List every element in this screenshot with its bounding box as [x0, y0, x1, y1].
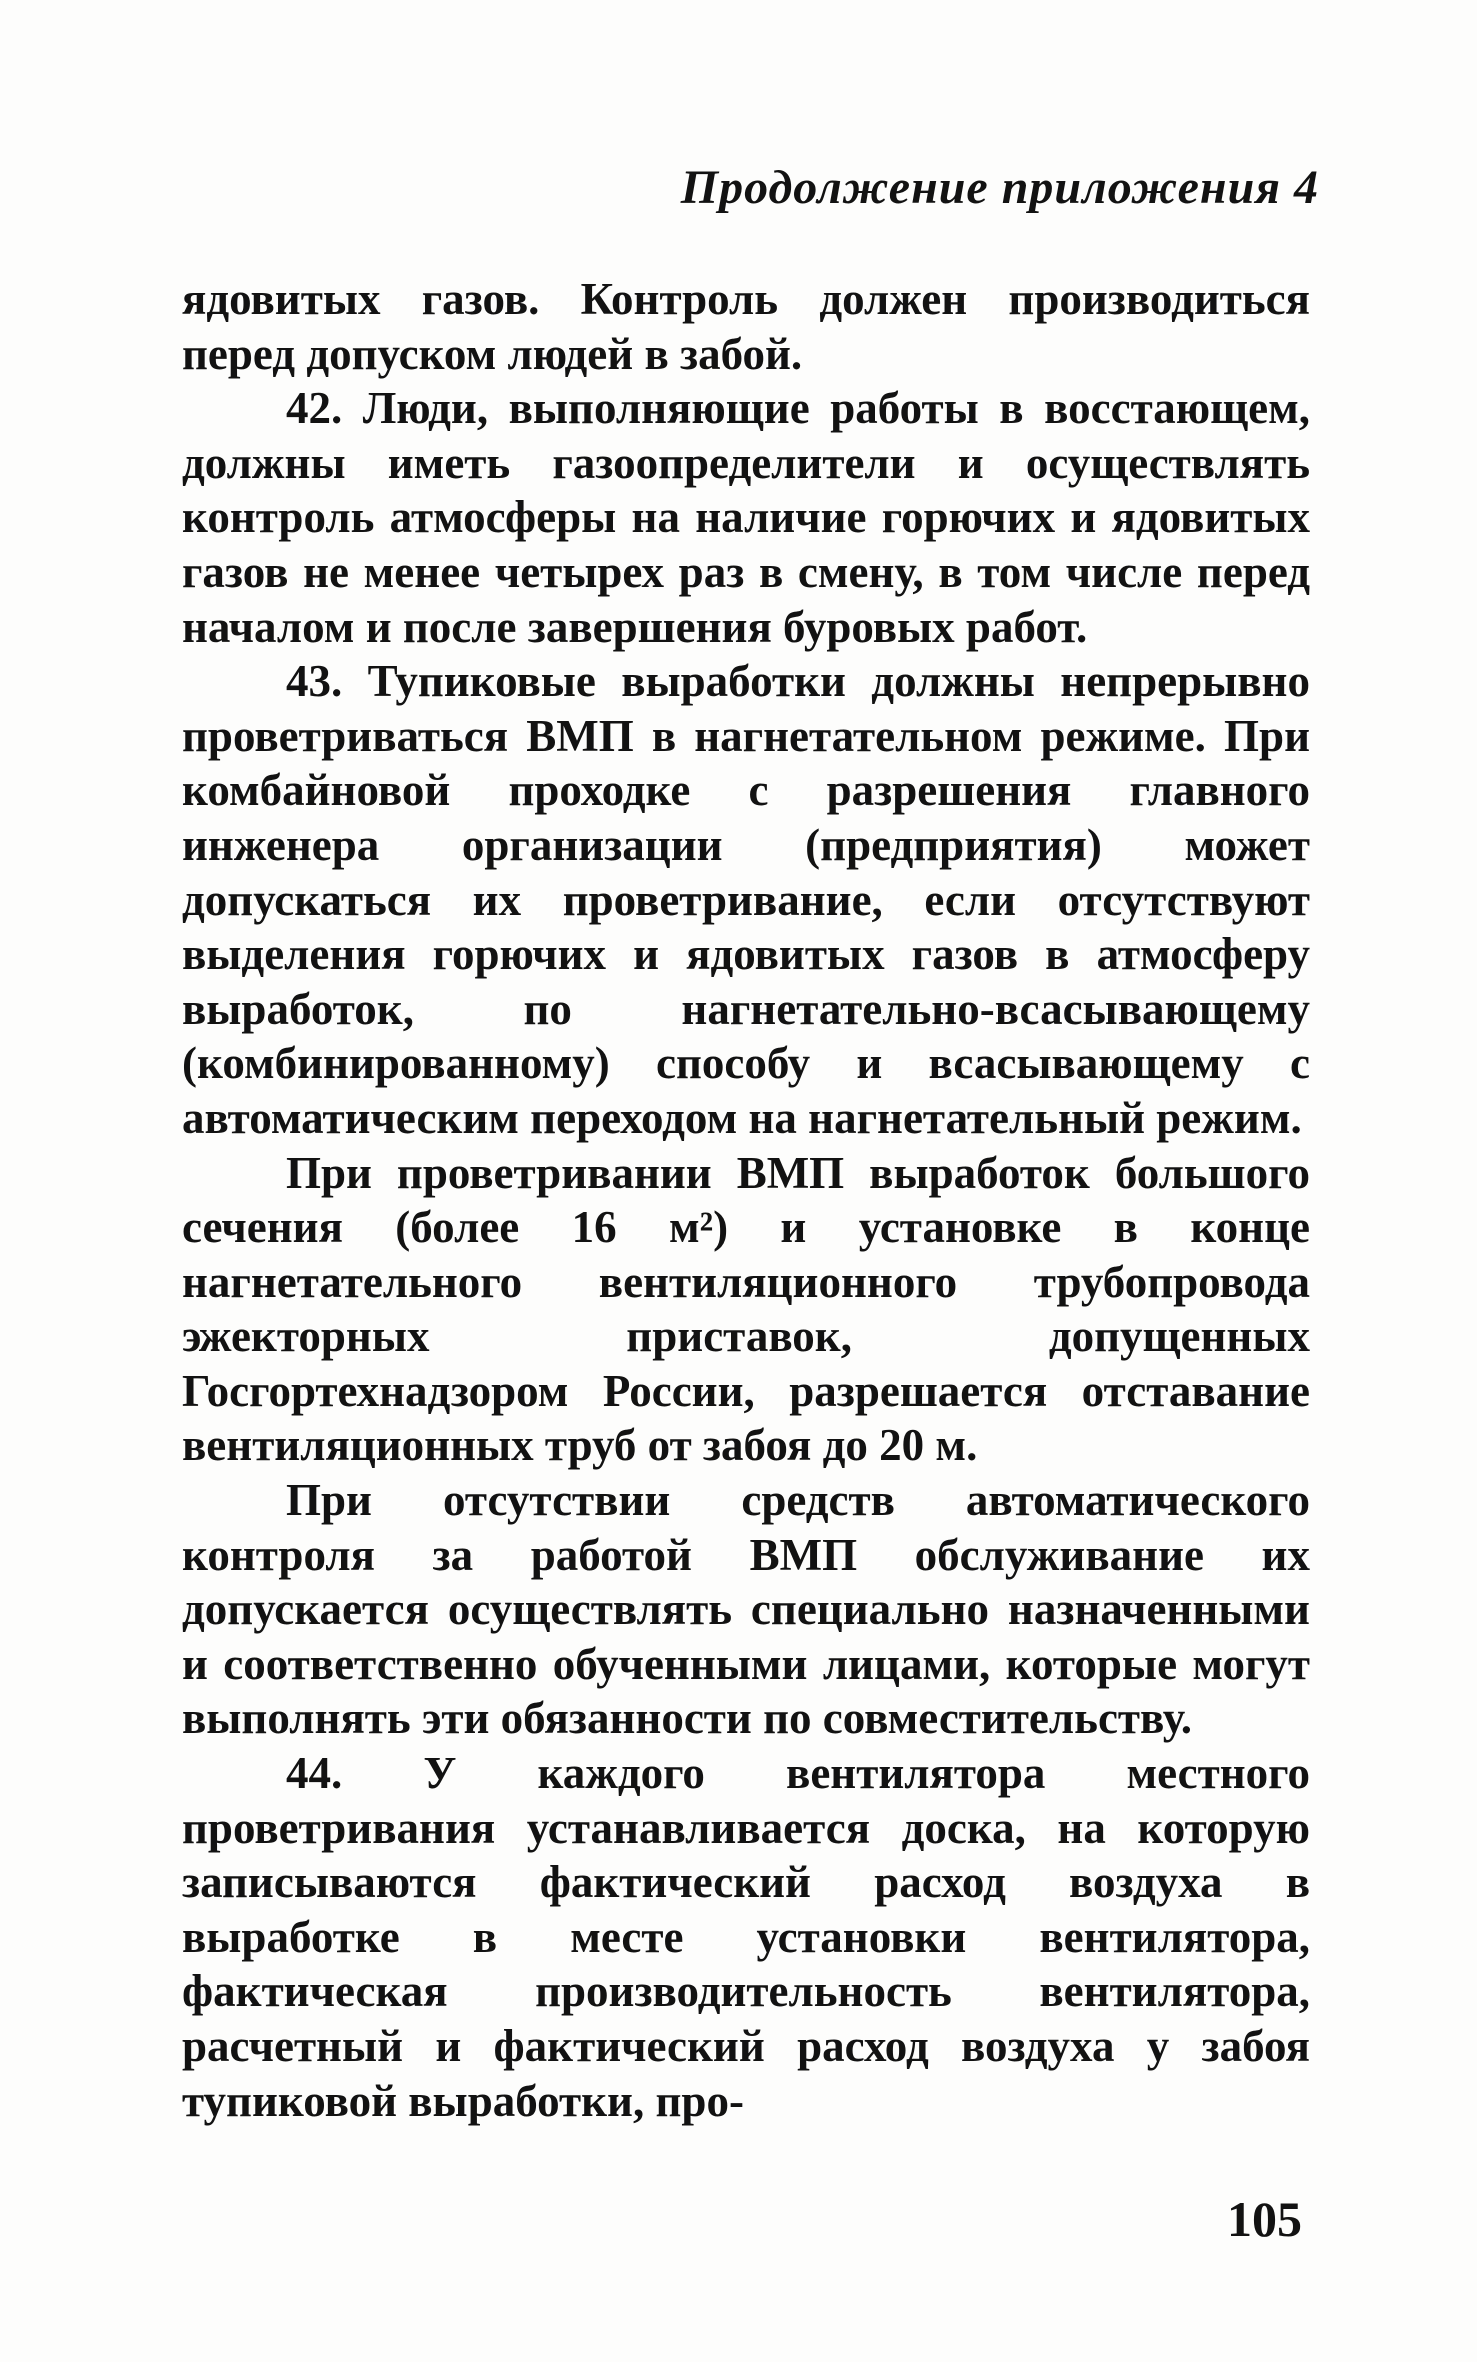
paragraph-item-44: 44. У каждого вентилятора местного проветривания устанавливается доска, на которую записываются фактический расход воздуха в выработке в месте установки вентилятора, фактическая производительность вентилятора, расчетный и фактический расход воздуха у забоя тупиковой выработки, про- — [182, 1748, 1310, 2126]
running-title: Продолжение приложения 4 — [680, 161, 1319, 214]
body-text — [182, 272, 1310, 2128]
paragraph-item-42: 42. Люди, выполняющие работы в восстающем, должны иметь газоопределители и осуществлять контроль атмосферы на наличие горючих и ядовитых газов не менее четырех раз в смену, в том числе перед началом и после завершения буровых работ. — [182, 383, 1310, 652]
paragraph-continuation: ядовитых газов. Контроль должен производиться перед допуском людей в забой. — [182, 274, 1310, 379]
paragraph-large-section-ventilation: При проветривании ВМП выработок большого сечения (более 16 м²) и установке в конце нагнетательного вентиляционного трубопровода эжекторных приставок, допущенных Госгортехнадзором России, разрешается отставание вентиляционных труб от забоя до 20 м. — [182, 1147, 1310, 1471]
page-number: 105 — [1227, 2191, 1302, 2247]
paragraph-item-43: 43. Тупиковые выработки должны непрерывно проветриваться ВМП в нагнетательном режиме. При комбайновой проходке с разрешения главного инженера организации (предприятия) может допускаться их проветривание, если отсутствуют выделения горючих и ядовитых газов в атмосферу выработок, по нагнетательно-всасывающему (комбинированному) способу и всасывающему с автоматическим переходом на нагнетательный режим. — [182, 656, 1310, 1143]
paragraph-no-automatic-control: При отсутствии средств автоматического контроля за работой ВМП обслуживание их допускается осуществлять специально назначенными и соответственно обученными лицами, которые могут выполнять эти обязанности по совместительству. — [182, 1475, 1310, 1744]
